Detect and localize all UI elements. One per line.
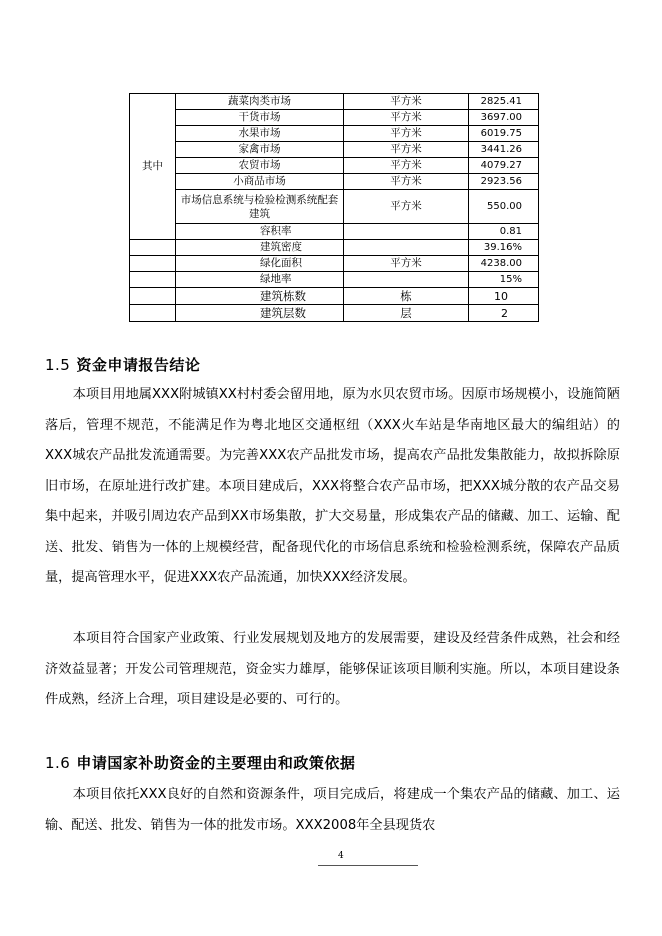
row-value: 0.81 [469,224,539,240]
spacer-cell [130,272,176,288]
row-unit: 平方米 [344,174,469,190]
spacer-cell [130,288,176,305]
section-number: 1.5 [45,356,71,374]
row-unit: 平方米 [344,142,469,158]
page-number: 4 [338,851,344,861]
section-number: 1.6 [45,754,71,772]
table-row [130,126,539,142]
row-unit: 平方米 [344,94,469,110]
footer-divider [318,865,418,866]
row-label: 容积率 [176,224,344,240]
row-unit: 平方米 [344,158,469,174]
row-unit [344,224,469,240]
table-row [130,110,539,126]
row-value: 2 [469,305,539,322]
table-row [130,240,539,256]
row-unit: 平方米 [344,190,469,224]
row-label: 绿地率 [176,272,344,288]
row-label: 农贸市场 [176,158,344,174]
row-unit: 平方米 [344,110,469,126]
row-value: 10 [469,288,539,305]
row-value: 3441.26 [469,142,539,158]
category-cell: 其中 [130,94,176,240]
row-label: 水果市场 [176,126,344,142]
row-value: 3697.00 [469,110,539,126]
section-heading-1-6 [45,752,355,773]
table-row [130,174,539,190]
row-label: 小商品市场 [176,174,344,190]
row-value: 15% [469,272,539,288]
table-row [130,190,539,224]
row-unit: 平方米 [344,126,469,142]
row-value: 4079.27 [469,158,539,174]
row-label: 建筑密度 [176,240,344,256]
row-value: 2923.56 [469,174,539,190]
spec-table [129,93,539,322]
table-row [130,305,539,322]
section-heading-1-5 [45,354,200,375]
row-unit [344,240,469,256]
paragraph: 本项目用地属XXX附城镇XX村村委会留用地，原为水贝农贸市场。因原市场规模小，设施简陋落后，管理不规范，不能满足作为粤北地区交通枢纽（XXX火车站是华南地区最大的编组站）的XXX城农产品批发流通需要。为完善XXX农产品批发市场，提高农产品批发集散能力，故拟拆除原旧市场，在原址进行改扩建。本项目建成后，XXX将整合农产品市场，把XXX城分散的农产品交易集中起来，并吸引周边农产品到XX市场集散，扩大交易量，形成集农产品的储藏、加工、运输、配送、批发、销售为一体的上规模经营，配备现代化的市场信息系统和检验检测系统，保障农产品质量，提高管理水平，促进XXX农产品流通，加快XXX经济发展。 [45,387,620,585]
table-row [130,224,539,240]
row-value: 2825.41 [469,94,539,110]
spacer-cell [130,305,176,322]
table-row [130,158,539,174]
table-row [130,142,539,158]
table-row [130,256,539,272]
spacer-cell [130,256,176,272]
spec-table-body [130,94,539,322]
table-row [130,94,539,110]
section-title: 申请国家补助资金的主要理由和政策依据 [76,754,356,772]
row-value: 39.16% [469,240,539,256]
row-label: 家禽市场 [176,142,344,158]
row-label: 干货市场 [176,110,344,126]
row-label: 建筑层数 [176,305,344,322]
row-label: 蔬菜肉类市场 [176,94,344,110]
row-label: 绿化面积 [176,256,344,272]
row-label: 市场信息系统与检验检测系统配套建筑 [176,190,344,224]
spacer-cell [130,240,176,256]
table-row [130,288,539,305]
paragraph: 本项目依托XXX良好的自然和资源条件，项目完成后，将建成一个集农产品的储藏、加工、运输、配送、批发、销售为一体的批发市场。XXX2008年全县现货农 [45,787,620,833]
row-value: 6019.75 [469,126,539,142]
row-unit [344,272,469,288]
row-value: 4238.00 [469,256,539,272]
row-unit: 平方米 [344,256,469,272]
row-unit: 层 [344,305,469,322]
paragraph: 本项目符合国家产业政策、行业发展规划及地方的发展需要，建设及经营条件成熟，社会和经济效益显著；开发公司管理规范，资金实力雄厚，能够保证该项目顺利实施。所以，本项目建设条件成熟，经济上合理，项目建设是必要的、可行的。 [45,631,620,707]
row-label: 建筑栋数 [176,288,344,305]
section-title: 资金申请报告结论 [76,356,201,374]
row-value: 550.00 [469,190,539,224]
table-row [130,272,539,288]
row-unit: 栋 [344,288,469,305]
